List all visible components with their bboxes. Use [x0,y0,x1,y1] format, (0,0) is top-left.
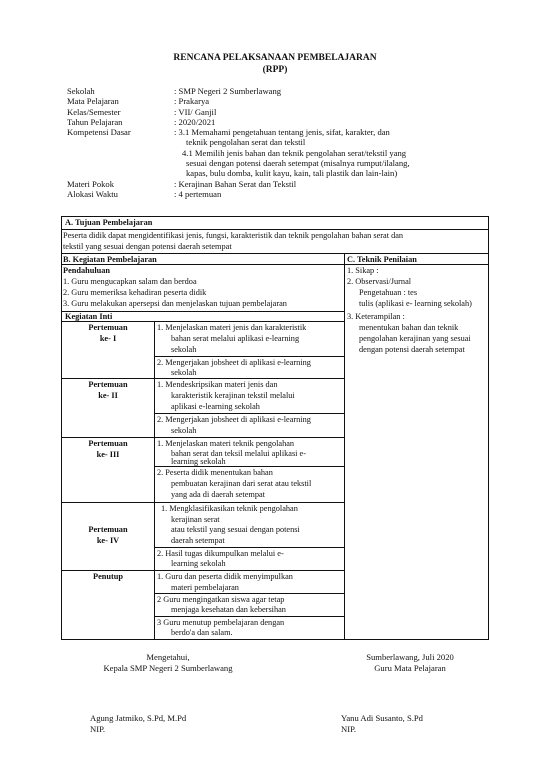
pertemuan-4-activity: 1. Mengklasifikasikan teknik pengolahan [161,504,298,513]
value-kelas: : VII/ Ganjil [174,106,217,117]
pertemuan-3-activity: yang ada di daerah setempat [171,490,265,499]
signature-left-name: Agung Jatmiko, S.Pd, M.Pd [90,713,187,723]
table-divider [154,413,344,414]
pertemuan-4-activity: atau tekstil yang sesuai dengan potensi [171,525,300,534]
table-divider [61,570,344,571]
pertemuan-2-activity: aplikasi e-learning sekolah [171,402,260,411]
label-mapel: Mata Pelajaran [67,96,119,107]
signature-left-role: Kepala SMP Negeri 2 Sumberlawang [103,663,233,673]
pertemuan-2-activity: karakteristik kerajinan tekstil melalui [171,391,295,400]
identity-row-mapel [67,96,487,106]
identity-row-kd [67,127,487,178]
identity-row-sekolah [67,86,487,96]
pertemuan-1-activity: bahan serat melalui aplikasi e-learning [171,334,300,343]
section-c-heading: C. Teknik Penilaian [347,255,417,264]
identity-row-kelas [67,107,487,117]
pendahuluan-item: 2. Guru memeriksa kehadiran peserta didik [63,288,207,297]
table-divider [154,356,344,357]
pertemuan-4-activity: daerah setempat [171,536,225,545]
penilaian-item: Pengetahuan : tes [359,288,418,297]
column-divider [344,253,345,640]
label-kd: Kompetensi Dasar [67,127,131,138]
pendahuluan-heading: Pendahuluan [63,266,111,275]
section-a-line1: Peserta didik dapat mengidentifikasi jenis, fungsi, karakteristik dan teknik pengolahan bahan serat dan [63,231,404,240]
table-divider [61,437,344,438]
pertemuan-1-activity: 2. Mengerjakan jobsheet di aplikasi e-learning [157,358,311,367]
table-divider [61,229,489,230]
document-subtitle: (RPP) [262,65,288,75]
section-b-heading: B. Kegiatan Pembelajaran [63,255,157,264]
pertemuan-2-activity: sekolah [171,426,197,435]
table-divider [61,253,489,254]
pertemuan-4-activity: learning sekolah [171,559,226,568]
penutup-item: 3 Guru menutup pembelajaran dengan [157,618,285,627]
penilaian-item: menentukan bahan dan teknik [359,323,459,332]
table-divider [154,593,344,594]
signature-right-place-date: Sumberlawang, Juli 2020 [366,652,454,662]
pertemuan-3-activity: pembuatan kerajinan dari serat atau tekstil [171,479,312,488]
table-divider [154,616,344,617]
label-kelas: Kelas/Semester [67,106,121,117]
penilaian-item: 2. Observasi/Jurnal [347,277,412,286]
section-a-line2: tekstil yang sesuai dengan potensi daerah setempat [63,242,232,251]
pertemuan-3-activity: bahan serat dan teksil melalui aplikasi e- [171,449,307,458]
penutup-item: 1. Guru dan peserta didik menyimpulkan [157,572,293,581]
pertemuan-3-activity: learning sekolah [171,457,226,466]
pertemuan-1-activity: 1. Menjelaskan materi jenis dan karakteristik [157,323,307,332]
penutup-item: 2 Guru mengingatkan siswa agar tetap [157,595,285,604]
value-alokasi: : 4 pertemuan [174,188,222,199]
label-tahun: Tahun Pelajaran [67,116,123,127]
value-mapel: : Prakarya [174,96,210,107]
pertemuan-4-label: Pertemuan [88,525,128,534]
kd-31-line1: : 3.1 Memahami pengetahuan tentang jenis, sifat, karakter, dan [174,127,390,138]
kd-41-line3: kapas, bulu domba, kulit kayu, kain, tali plastik dan lain-lain) [186,168,398,179]
signature-right-role: Guru Mata Pelajaran [374,663,446,673]
value-sekolah: : SMP Negeri 2 Sumberlawang [174,86,282,96]
identity-row-tahun [67,117,487,127]
pertemuan-1-label: Pertemuan [88,323,128,332]
document-title: RENCANA PELAKSANAAN PEMBELAJARAN [173,53,377,63]
penilaian-item: tulis (aplikasi e- learning sekolah) [359,299,472,308]
signature-left-greeting: Mengetahui, [146,652,190,662]
penilaian-item: 3. Keterampilan : [347,312,405,321]
table-divider [154,547,344,548]
pendahuluan-item: 3. Guru melakukan apersepsi dan menjelaskan tujuan pembelajaran [63,299,287,308]
penutup-item: berdo'a dan salam. [171,628,233,637]
label-sekolah: Sekolah [67,86,95,96]
penilaian-item: 1. Sikap : [347,266,379,275]
pertemuan-3-label: Pertemuan [88,439,128,448]
penilaian-item: dengan potensi daerah setempat [359,345,465,354]
penilaian-item: pengolahan kerajinan yang sesuai [359,334,471,343]
pertemuan-3-number: ke- III [96,450,120,459]
pertemuan-1-activity: sekolah [171,345,197,354]
pendahuluan-item: 1. Guru mengucapkan salam dan berdoa [63,277,197,286]
inti-heading: Kegiatan Inti [65,312,113,321]
kd-31-line2: teknik pengolahan serat dan tekstil [186,137,306,148]
table-divider [61,502,344,503]
penutup-item: materi pembelajaran [171,583,239,592]
value-tahun: : 2020/2021 [174,116,216,127]
pertemuan-2-number: ke- II [98,391,118,400]
signature-left-nip: NIP. [90,724,106,734]
label-materi: Materi Pokok [67,178,115,189]
pertemuan-1-number: ke- I [99,334,117,343]
pertemuan-2-activity: 2. Mengerjakan jobsheet di aplikasi e-learning [157,415,311,424]
kd-41-line2: sesuai dengan potensi daerah setempat (misalnya rumput/ilalang, [186,158,410,169]
pertemuan-4-activity: kerajinan serat [171,515,220,524]
pertemuan-4-number: ke- IV [96,536,120,545]
value-kd [174,127,487,178]
identity-row-materi [67,179,487,189]
pertemuan-3-activity: 2. Peserta didik menentukan bahan [157,468,273,477]
value-materi: : Kerajinan Bahan Serat dan Tekstil [174,178,297,189]
table-divider [61,378,344,379]
pertemuan-3-activity: 1. Menjelaskan materi teknik pengolahan [157,439,295,448]
penutup-item: menjaga kesehatan dan kebersihan [171,605,286,614]
pertemuan-4-activity: 2. Hasil tugas dikumpulkan melalui e- [157,549,284,558]
pertemuan-2-label: Pertemuan [88,380,128,389]
pertemuan-2-activity: 1. Mendeskripsikan materi jenis dan [157,380,278,389]
identity-row-alokasi [67,189,487,199]
section-a-heading: A. Tujuan Pembelajaran [65,218,153,227]
signature-right-name: Yanu Adi Susanto, S.Pd [341,713,423,723]
pertemuan-1-activity: sekolah [171,368,197,377]
signature-right-nip: NIP. [341,724,357,734]
identity-block [67,86,487,199]
penutup-heading: Penutup [93,572,123,581]
label-alokasi: Alokasi Waktu [67,188,118,199]
kd-41-line1: 4.1 Memilih jenis bahan dan teknik pengolahan serat/tekstil yang [182,147,407,158]
